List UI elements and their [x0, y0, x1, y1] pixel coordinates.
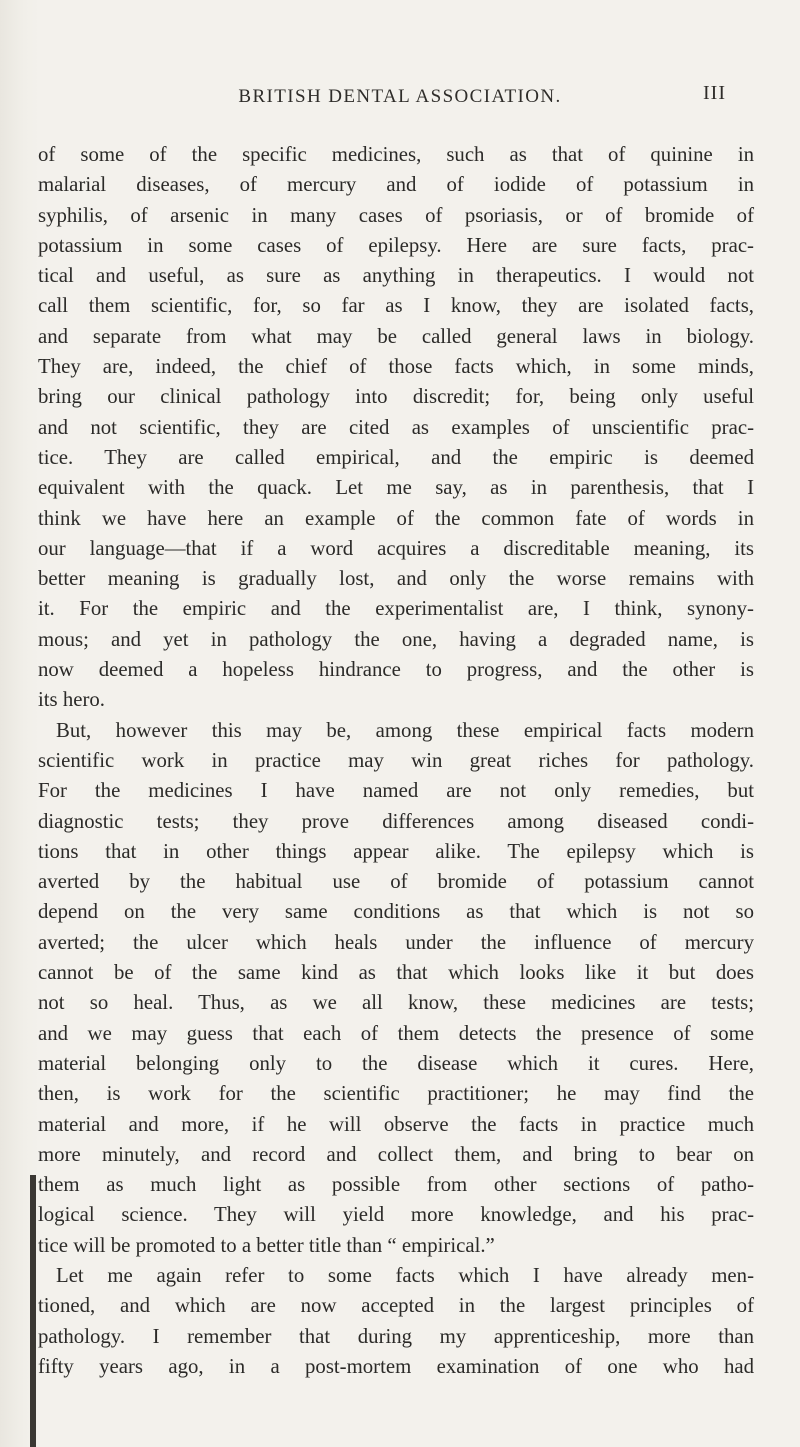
text-line: fifty years ago, in a post-mortem examination of one who had	[38, 1354, 754, 1378]
text-line: potassium in some cases of epilepsy. Here are sure facts, prac-	[38, 233, 754, 257]
text-line: They are, indeed, the chief of those facts which, in some minds,	[38, 355, 754, 379]
text-line: more minutely, and record and collect them, and bring to bear on	[38, 1142, 754, 1166]
page-header	[0, 82, 800, 122]
text-line: not so heal. Thus, as we all know, these medicines are tests;	[38, 991, 754, 1015]
text-line: equivalent with the quack. Let me say, as in parenthesis, that I	[38, 476, 754, 500]
text-line: our language—that if a word acquires a discreditable meaning, its	[38, 536, 754, 560]
binding-edge	[30, 1175, 36, 1447]
text-line: syphilis, of arsenic in many cases of psoriasis, or of bromide of	[38, 203, 754, 227]
text-line: cannot be of the same kind as that which looks like it but does	[38, 961, 754, 985]
paragraph-end-line: tice will be promoted to a better title than “ empirical.”	[38, 1233, 495, 1257]
text-line: and we may guess that each of them detects the presence of some	[38, 1021, 754, 1045]
text-line: it. For the empiric and the experimentalist are, I think, synony-	[38, 597, 754, 621]
text-line: tioned, and which are now accepted in the largest principles of	[38, 1294, 754, 1318]
text-line: better meaning is gradually lost, and only the worse remains with	[38, 567, 754, 591]
paragraph-start-line: But, however this may be, among these empirical facts modern	[56, 718, 754, 742]
text-line: averted by the habitual use of bromide of potassium cannot	[38, 870, 754, 894]
text-line: depend on the very same conditions as that which is not so	[38, 900, 754, 924]
page-number: III	[703, 82, 726, 104]
text-line: call them scientific, for, so far as I know, they are isolated facts,	[38, 294, 754, 318]
text-line: and separate from what may be called general laws in biology.	[38, 324, 754, 348]
text-line: material and more, if he will observe the facts in practice much	[38, 1112, 754, 1136]
running-head: BRITISH DENTAL ASSOCIATION.	[238, 86, 562, 107]
text-line: averted; the ulcer which heals under the influence of mercury	[38, 930, 754, 954]
text-line: now deemed a hopeless hindrance to progress, and the other is	[38, 658, 754, 682]
text-line: For the medicines I have named are not only remedies, but	[38, 779, 754, 803]
text-line: tical and useful, as sure as anything in therapeutics. I would not	[38, 264, 754, 288]
text-line: logical science. They will yield more knowledge, and his prac-	[38, 1203, 754, 1227]
text-line: and not scientific, they are cited as examples of unscientific prac-	[38, 415, 754, 439]
text-line: of some of the specific medicines, such as that of quinine in	[38, 143, 754, 166]
text-line: mous; and yet in pathology the one, having a degraded name, is	[38, 627, 754, 651]
text-line: scientific work in practice may win great riches for pathology.	[38, 748, 754, 772]
text-line: diagnostic tests; they prove differences among diseased condi-	[38, 809, 754, 833]
text-line: tice. They are called empirical, and the empiric is deemed	[38, 445, 754, 469]
text-line: pathology. I remember that during my apprenticeship, more than	[38, 1324, 754, 1348]
text-line: then, is work for the scientific practitioner; he may find the	[38, 1082, 754, 1106]
text-line: them as much light as possible from other sections of patho-	[38, 1173, 754, 1197]
text-line: think we have here an example of the common fate of words in	[38, 506, 754, 530]
text-line: bring our clinical pathology into discredit; for, being only useful	[38, 385, 754, 409]
paragraph-start-line: Let me again refer to some facts which I have already men-	[56, 1263, 754, 1287]
text-line: tions that in other things appear alike. The epilepsy which is	[38, 839, 754, 863]
text-line: malarial diseases, of mercury and of iodide of potassium in	[38, 173, 754, 197]
body-text	[38, 140, 754, 1382]
text-line: material belonging only to the disease which it cures. Here,	[38, 1051, 754, 1075]
paragraph-end-line: its hero.	[38, 688, 106, 712]
